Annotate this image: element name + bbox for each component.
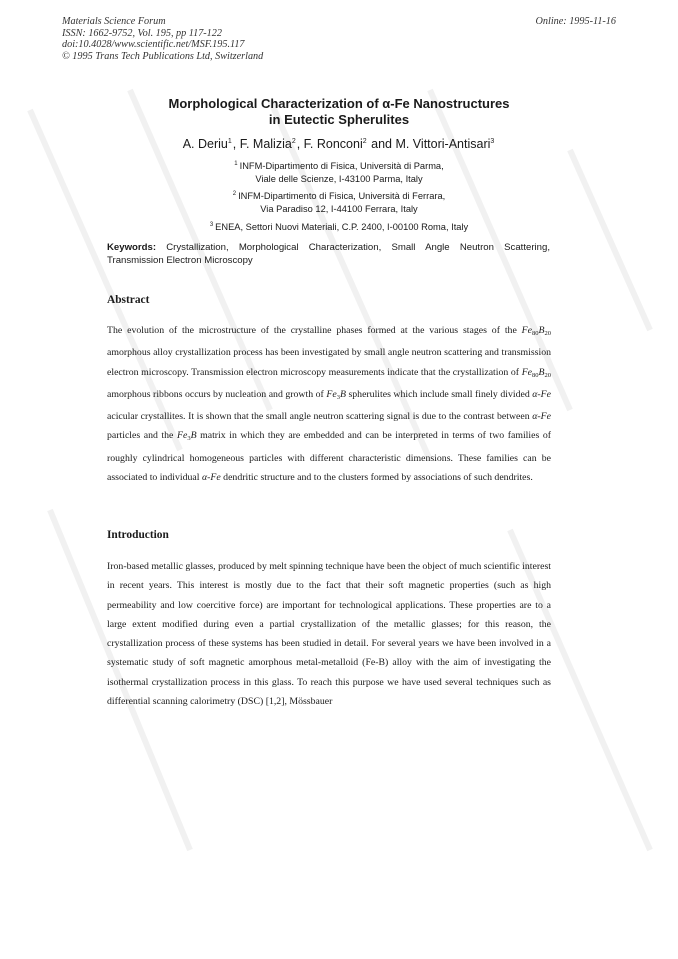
affiliation-line: Viale delle Scienze, I-43100 Parma, Italy (255, 173, 423, 184)
author-list (0, 137, 678, 151)
author-affiliation-mark: 3 (490, 138, 495, 145)
keywords-label: Keywords: (107, 242, 157, 253)
author-separator: and (367, 137, 396, 151)
formula-fe80b20: $Fe_{80}B_{20}$ (521, 325, 551, 337)
author-separator: , (232, 137, 240, 151)
author-name: F. Malizia (239, 137, 292, 151)
author-separator: , (296, 137, 304, 151)
affiliation-line: INFM-Dipartimento di Fisica, Università di Ferrara, (238, 191, 446, 201)
abstract-text: particles and the (107, 430, 174, 442)
online-date: Online: 1995-11-16 (535, 16, 616, 27)
affiliation-line: ENEA, Settori Nuovi Materiali, C.P. 2400, I-00100 Roma, Italy (215, 222, 469, 232)
author-name: A. Deriu (182, 137, 228, 151)
affiliation-2 (0, 188, 678, 215)
paper-title (0, 96, 678, 128)
formula-alpha-fe: α-Fe (532, 388, 552, 400)
formula-alpha-fe: α-Fe (532, 411, 551, 423)
abstract-body (107, 321, 551, 487)
introduction-heading: Introduction (107, 529, 169, 541)
affiliation-number: 3 (209, 222, 214, 228)
affiliation-number: 1 (234, 161, 238, 167)
affiliation-number: 2 (232, 191, 237, 197)
introduction-body: Iron-based metallic glasses, produced by melt spinning technique have been the object of much scientific interest in recent years. This interest is mostly due to the fact that their soft magnetic properties (such as high permeability and low coercitive force) are important for technological applications. These properties are to a large extent modified during even a partial crystallization of the metallic glasses; for this reason, the crystallization process of these systems has been studied in detail. For several years we have been involved in a systematic study of soft magnetic amorphous metal-metalloid (Fe-B) alloy with the aim of investigating the isothermal crystallization process in this glass. To reach this purpose we have used several techniques such as differential scanning calorimetry (DSC) [1,2], Mössbauer (107, 561, 551, 708)
author-affiliation-mark: 2 (291, 138, 296, 145)
abstract-text: spherulites which include small finely divided (348, 388, 530, 400)
author-affiliation-mark: 2 (362, 138, 367, 145)
keywords (107, 242, 550, 267)
copyright-line: © 1995 Trans Tech Publications Ltd, Switzerland (62, 50, 264, 62)
abstract-text: matrix in which they are embedded and can be interpreted in terms of two families of roughly cylindrical homogeneous particles with different characteristic dimensions. These families can be associated to individual (107, 430, 552, 484)
abstract-text: acicular crystallites. It is shown that the small angle neutron scattering signal is due to the contrast between (107, 411, 530, 423)
abstract-text: dendritic structure and to the clusters formed by associations of such dendrites. (223, 472, 533, 484)
issn-line: ISSN: 1662-9752, Vol. 195, pp 117-122 (62, 27, 222, 39)
journal-name: Materials Science Forum (62, 16, 166, 27)
abstract-text: amorphous alloy crystallization process has been investigated by small angle neutron scattering and transmission electron microscopy. Transmission electron microscopy measurements indicate that the crystallization of (107, 347, 551, 378)
affiliation-1 (0, 158, 678, 185)
formula-fe3b: $Fe_3B$ (326, 388, 346, 401)
formula-fe3b: $Fe_3B$ (176, 430, 197, 443)
author-name: F. Ronconi (303, 137, 363, 151)
affiliation-line: INFM-Dipartimento di Fisica, Università di Parma, (239, 161, 444, 171)
author-name: M. Vittori-Antisari (395, 137, 491, 151)
title-line-2: in Eutectic Spherulites (268, 112, 410, 127)
title-line-1: Morphological Characterization of α-Fe Nanostructures (168, 96, 510, 111)
publication-info (62, 16, 263, 62)
abstract-text: amorphous ribbons occurs by nucleation and growth of (107, 388, 324, 400)
doi-line: doi:10.4028/www.scientific.net/MSF.195.117 (62, 39, 245, 51)
affiliation-3 (0, 219, 678, 234)
affiliation-line: Via Paradiso 12, I-44100 Ferrara, Italy (260, 203, 418, 214)
formula-alpha-fe: α-Fe (201, 472, 221, 484)
formula-fe80b20: $Fe_{80}B_{20}$ (521, 366, 552, 379)
author-affiliation-mark: 1 (227, 138, 232, 145)
abstract-heading: Abstract (107, 294, 150, 306)
abstract-text: The evolution of the microstructure of the crystalline phases formed at the various stages of the (107, 325, 517, 336)
keywords-text: Crystallization, Morphological Characterization, Small Angle Neutron Scattering, Transmission Electron Microscopy (107, 242, 551, 266)
